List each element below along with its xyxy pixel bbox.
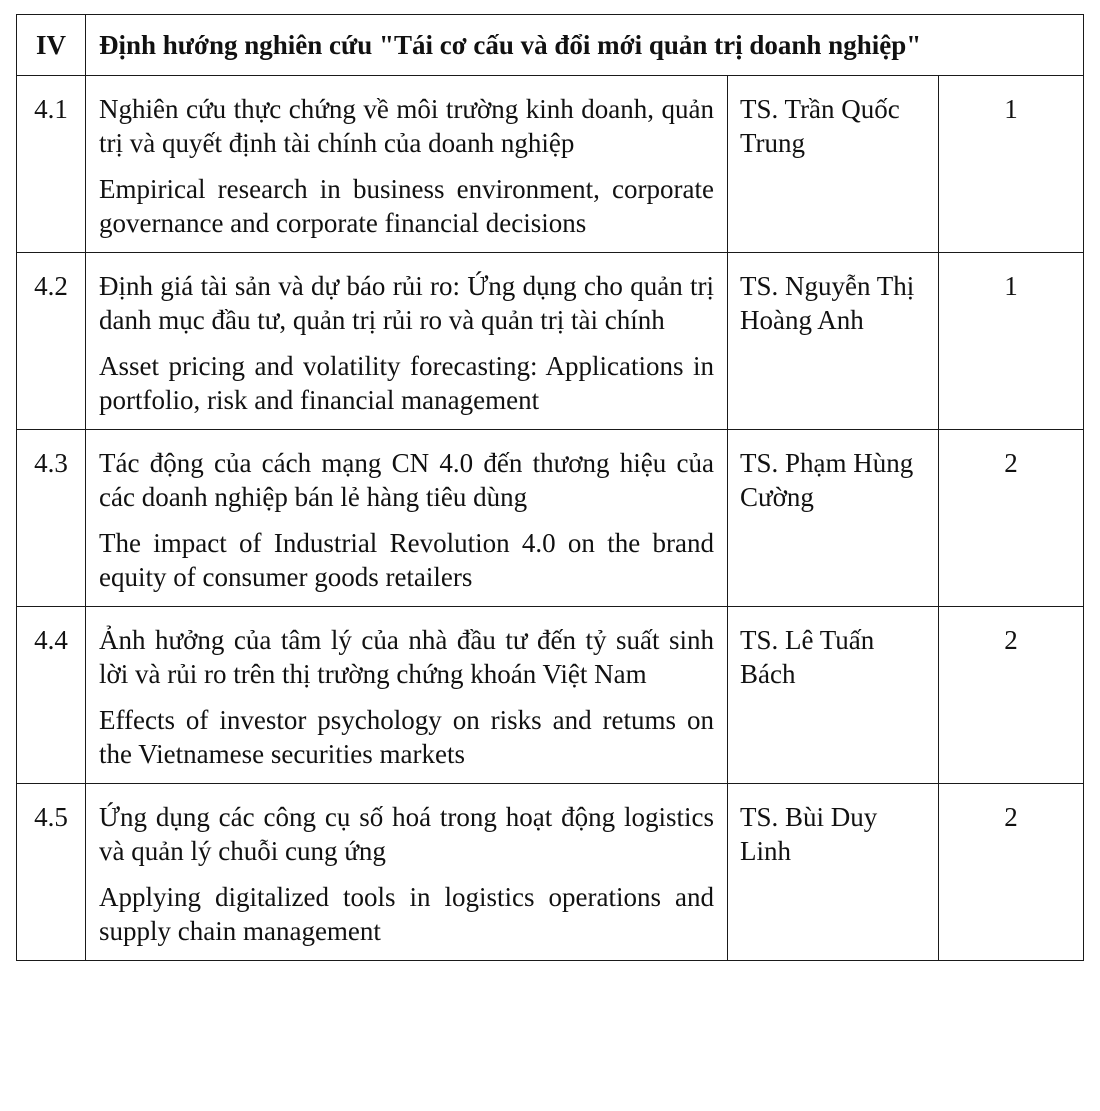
research-topics-table (16, 14, 1084, 961)
topic-title-en: Applying digitalized tools in logistics operations and supply chain management (99, 882, 714, 946)
student-count: 1 (939, 76, 1084, 253)
topic-number: 4.3 (17, 430, 86, 607)
topic-title-en: Empirical research in business environment, corporate governance and corporate financial decisions (99, 174, 714, 238)
supervisor-name: TS. Lê Tuấn Bách (728, 607, 939, 784)
topic-cell (86, 784, 728, 961)
topic-title-en: Asset pricing and volatility forecasting: Applications in portfolio, risk and financial management (99, 351, 714, 415)
topic-cell (86, 607, 728, 784)
topic-number: 4.1 (17, 76, 86, 253)
table-row (17, 76, 1084, 253)
topic-cell (86, 76, 728, 253)
section-number: IV (17, 15, 86, 76)
student-count: 1 (939, 253, 1084, 430)
topic-title-vi: Ảnh hưởng của tâm lý của nhà đầu tư đến tỷ suất sinh lời và rủi ro trên thị trường chứng khoán Việt Nam (99, 625, 714, 689)
topic-number: 4.4 (17, 607, 86, 784)
student-count: 2 (939, 784, 1084, 961)
topic-number: 4.2 (17, 253, 86, 430)
topic-title-en: The impact of Industrial Revolution 4.0 on the brand equity of consumer goods retailers (99, 528, 714, 592)
topic-title-vi: Định giá tài sản và dự báo rủi ro: Ứng dụng cho quản trị danh mục đầu tư, quản trị rủi ro và quản trị tài chính (99, 271, 714, 335)
supervisor-name: TS. Phạm Hùng Cường (728, 430, 939, 607)
topic-number: 4.5 (17, 784, 86, 961)
table-row (17, 784, 1084, 961)
supervisor-name: TS. Trần Quốc Trung (728, 76, 939, 253)
topic-title-vi: Nghiên cứu thực chứng về môi trường kinh doanh, quản trị và quyết định tài chính của doanh nghiệp (99, 94, 714, 158)
topic-cell (86, 253, 728, 430)
topic-title-en: Effects of investor psychology on risks and retums on the Vietnamese securities markets (99, 705, 714, 769)
topic-title-vi: Tác động của cách mạng CN 4.0 đến thương hiệu của các doanh nghiệp bán lẻ hàng tiêu dùng (99, 448, 714, 512)
supervisor-name: TS. Nguyễn Thị Hoàng Anh (728, 253, 939, 430)
section-title: Định hướng nghiên cứu "Tái cơ cấu và đổi mới quản trị doanh nghiệp" (86, 15, 1084, 76)
supervisor-name: TS. Bùi Duy Linh (728, 784, 939, 961)
topic-cell (86, 430, 728, 607)
table-row (17, 253, 1084, 430)
student-count: 2 (939, 430, 1084, 607)
table-row (17, 607, 1084, 784)
table-row (17, 430, 1084, 607)
student-count: 2 (939, 607, 1084, 784)
topic-title-vi: Ứng dụng các công cụ số hoá trong hoạt động logistics và quản lý chuỗi cung ứng (99, 802, 714, 866)
section-header-row (17, 15, 1084, 76)
